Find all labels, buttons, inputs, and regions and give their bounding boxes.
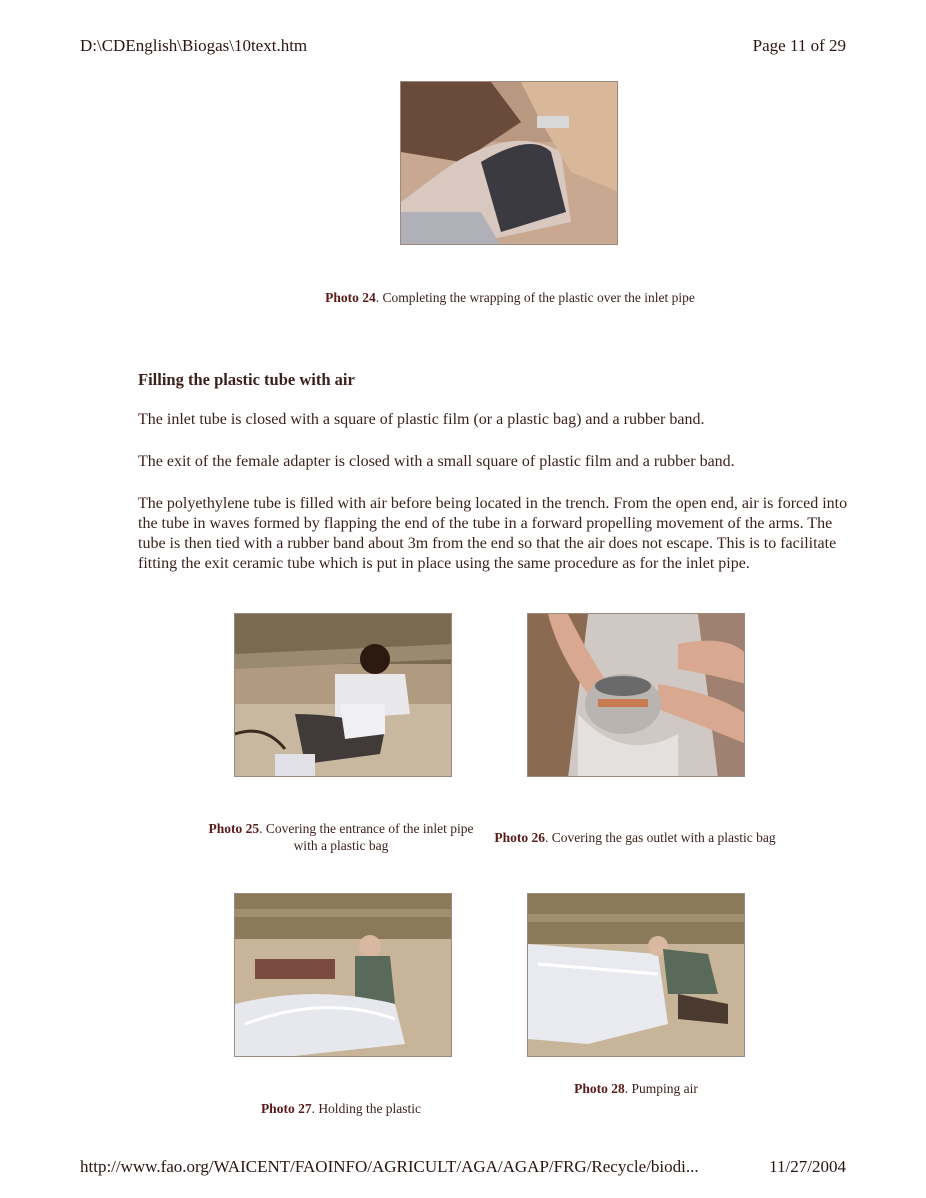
photo-26-image (527, 613, 745, 777)
photo-27-image (234, 893, 452, 1057)
photo-24-caption (260, 289, 760, 306)
photo-26-caption (470, 829, 800, 846)
photo-26-picture (528, 614, 745, 777)
paragraph-1: The inlet tube is closed with a square of plastic film (or a plastic bag) and a rubber band. (138, 411, 705, 428)
photo-25-picture (235, 614, 452, 777)
photo-24-picture (401, 82, 618, 245)
photo-28-picture (528, 894, 745, 1057)
photo-27-caption-text: . Holding the plastic (311, 1101, 422, 1116)
photo-24-image (400, 81, 618, 245)
photo-25-image (234, 613, 452, 777)
header-path: D:\CDEnglish\Biogas\10text.htm (80, 36, 308, 55)
photo-25-label: Photo 25 (208, 821, 260, 836)
photo-26-caption-text: . Covering the gas outlet with a plastic bag (545, 830, 776, 845)
paragraph-3: The polyethylene tube is filled with air before being located in the trench. From the open end, air is forced into the tube in waves formed by flapping the end of the tube in a forward propelling movement of the arms. The tube is then tied with a rubber band about 3m from the end so that the air does not escape. This is to facilitate fitting the exit ceramic tube which is put in place using the same procedure as for the inlet pipe. (138, 495, 848, 572)
photo-28-caption (520, 1080, 752, 1097)
photo-24-label: Photo 24 (325, 290, 376, 305)
photo-27-label: Photo 27 (260, 1101, 312, 1116)
paragraph-2: The exit of the female adapter is closed with a small square of plastic film and a rubber band. (138, 453, 735, 470)
photo-28-label: Photo 28 (574, 1081, 625, 1096)
photo-28-caption-text: . Pumping air (624, 1081, 698, 1096)
photo-24-caption-text: . Completing the wrapping of the plastic over the inlet pipe (375, 290, 695, 305)
photo-25-caption (204, 820, 478, 854)
photo-27-picture (235, 894, 452, 1057)
section-title: Filling the plastic tube with air (138, 370, 355, 389)
photo-26-label: Photo 26 (494, 830, 546, 845)
photo-27-caption (204, 1100, 478, 1117)
photo-28-image (527, 893, 745, 1057)
footer-date: 11/27/2004 (769, 1157, 846, 1176)
header-page-number: Page 11 of 29 (752, 36, 846, 55)
footer-url: http://www.fao.org/WAICENT/FAOINFO/AGRICULT/AGA/AGAP/FRG/Recycle/biodi... (80, 1157, 699, 1176)
photo-25-caption-text: . Covering the entrance of the inlet pipe with a plastic bag (259, 821, 474, 853)
